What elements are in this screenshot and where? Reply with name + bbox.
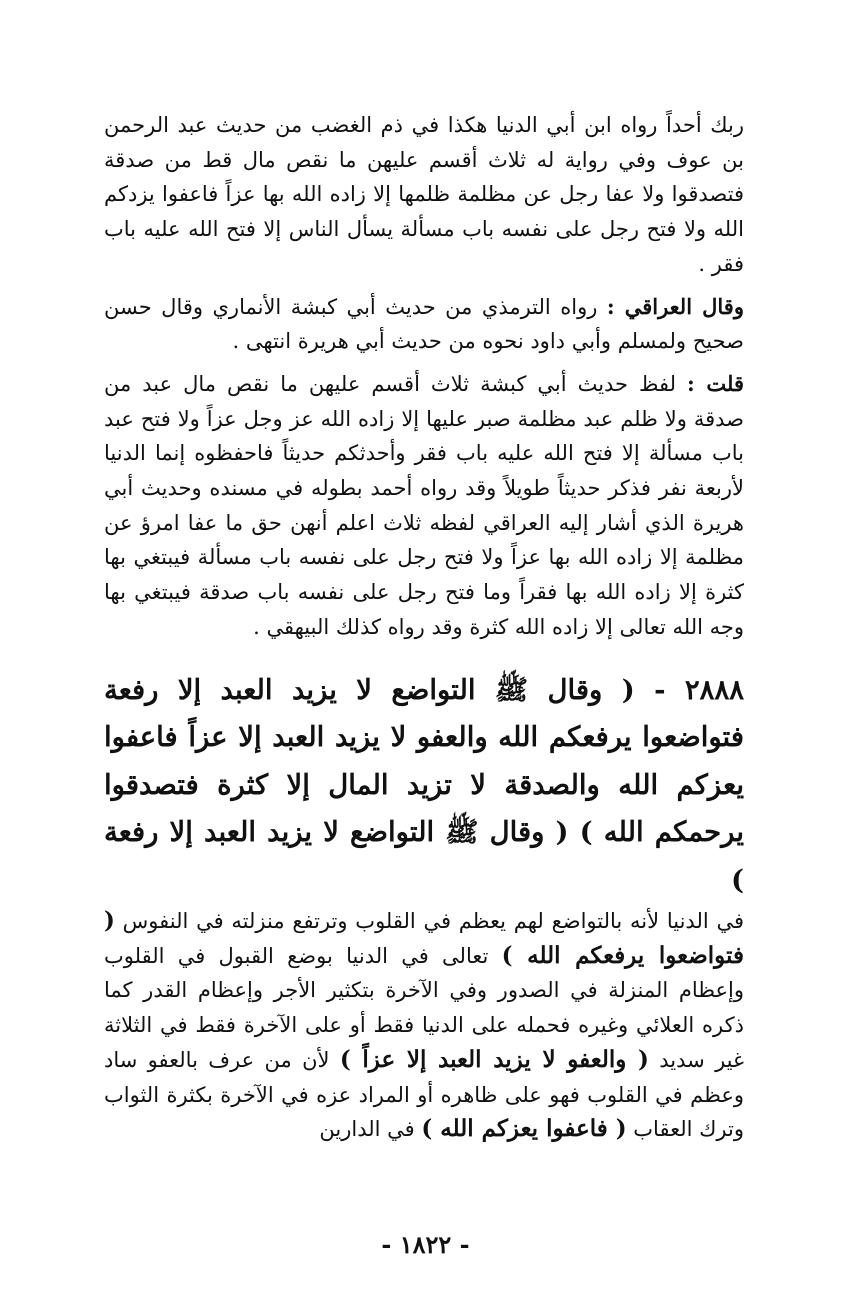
quoted-phrase: ( فتواضعوا يرفعكم الله ): [104, 907, 744, 969]
quoted-phrase: ( والعفو لا يزيد العبد إلا عزاً ): [339, 1045, 649, 1073]
speaker-label: وقال العراقي :: [606, 293, 744, 319]
page-number: - ١٨٢٢ -: [381, 1230, 470, 1259]
quoted-phrase: ( فاعفوا يعزكم الله ): [421, 1115, 627, 1143]
hadith-heading: ٢٨٨٨ - ( وقال ﷺ التواضع لا يزيد العبد إلا رفعة فتواضعوا يرفعكم الله والعفو لا يزيد العبد إلا عزاً فاعفوا يعزكم الله والصدقة لا تزيد المال إلا كثرة فتصدقوا يرحمكم الله ) ( وقال ﷺ التواضع لا يزيد العبد إلا رفعة ): [104, 673, 744, 896]
commentary-text: تعالى في الدنيا بوضع القبول في القلوب وإعظام المنزلة في الصدور وفي الآخرة بتكثير الأجر وإعظام القدر كما ذكره العلائي وغيره فحمله على الدنيا فقط أو على الآخرة فقط في الثلاثة غير سديد: [104, 943, 744, 1072]
commentary-text: لأن من عرف بالعفو ساد وعظم في القلوب فهو على ظاهره أو المراد عزه في الآخرة بكثرة الثواب وترك العقاب: [104, 1047, 744, 1142]
paragraph-text: رواه الترمذي من حديث أبي كبشة الأنماري وقال حسن صحيح ولمسلم وأبي داود نحوه من حديث أبي هريرة انتهى .: [104, 294, 744, 354]
speaker-label: قلت :: [687, 370, 744, 396]
paragraph-text: لفظ حديث أبي كبشة ثلاث أقسم عليهن ما نقص مال عبد من صدقة ولا ظلم عبد مظلمة صبر عليها إلا زاده الله عز وجل عزاً ولا فتح عبد باب مسألة إلا فتح الله عليه باب فقر وأحدثكم حديثاً فاحفظوه إنما الدنيا لأربعة نفر فذكر حديثاً طويلاً وقد رواه أحمد بطوله في مسنده وحديث أبي هريرة الذي أشار إليه العراقي لفظه ثلاث اعلم أنهن حق ما عفا امرؤ عن مظلمة إلا زاده الله بها عزاً ولا فتح رجل على نفسه باب مسألة فيبتغي بها كثرة إلا زاده الله بها فقراً وما فتح رجل على نفسه باب صدقة فيبتغي بها وجه الله تعالى إلا زاده الله كثرة وقد رواه كذلك البيهقي .: [104, 371, 744, 639]
paragraph-intro: ربك أحداً رواه ابن أبي الدنيا هكذا في ذم الغضب من حديث عبد الرحمن بن عوف وفي رواية له ثلاث أقسم عليهن ما نقص مال قط من صدقة فتصدقوا ولا عفا رجل عن مظلمة ظلمها إلا زاده الله بها عزاً فاعفوا يزدكم الله ولا فتح رجل على نفسه باب مسألة يسأل الناس إلا فتح الله عليه باب فقر .: [104, 113, 744, 276]
paragraph-iraqi: [104, 290, 744, 359]
commentary-text: في الدارين: [319, 1117, 422, 1142]
commentary-text: في الدنيا لأنه بالتواضع لهم يعظم في القلوب وترتفع منزلته في النفوس: [114, 909, 744, 934]
paragraph-qultu: [104, 367, 744, 645]
page-body: [104, 108, 744, 1147]
hadith-commentary: [104, 904, 744, 1147]
